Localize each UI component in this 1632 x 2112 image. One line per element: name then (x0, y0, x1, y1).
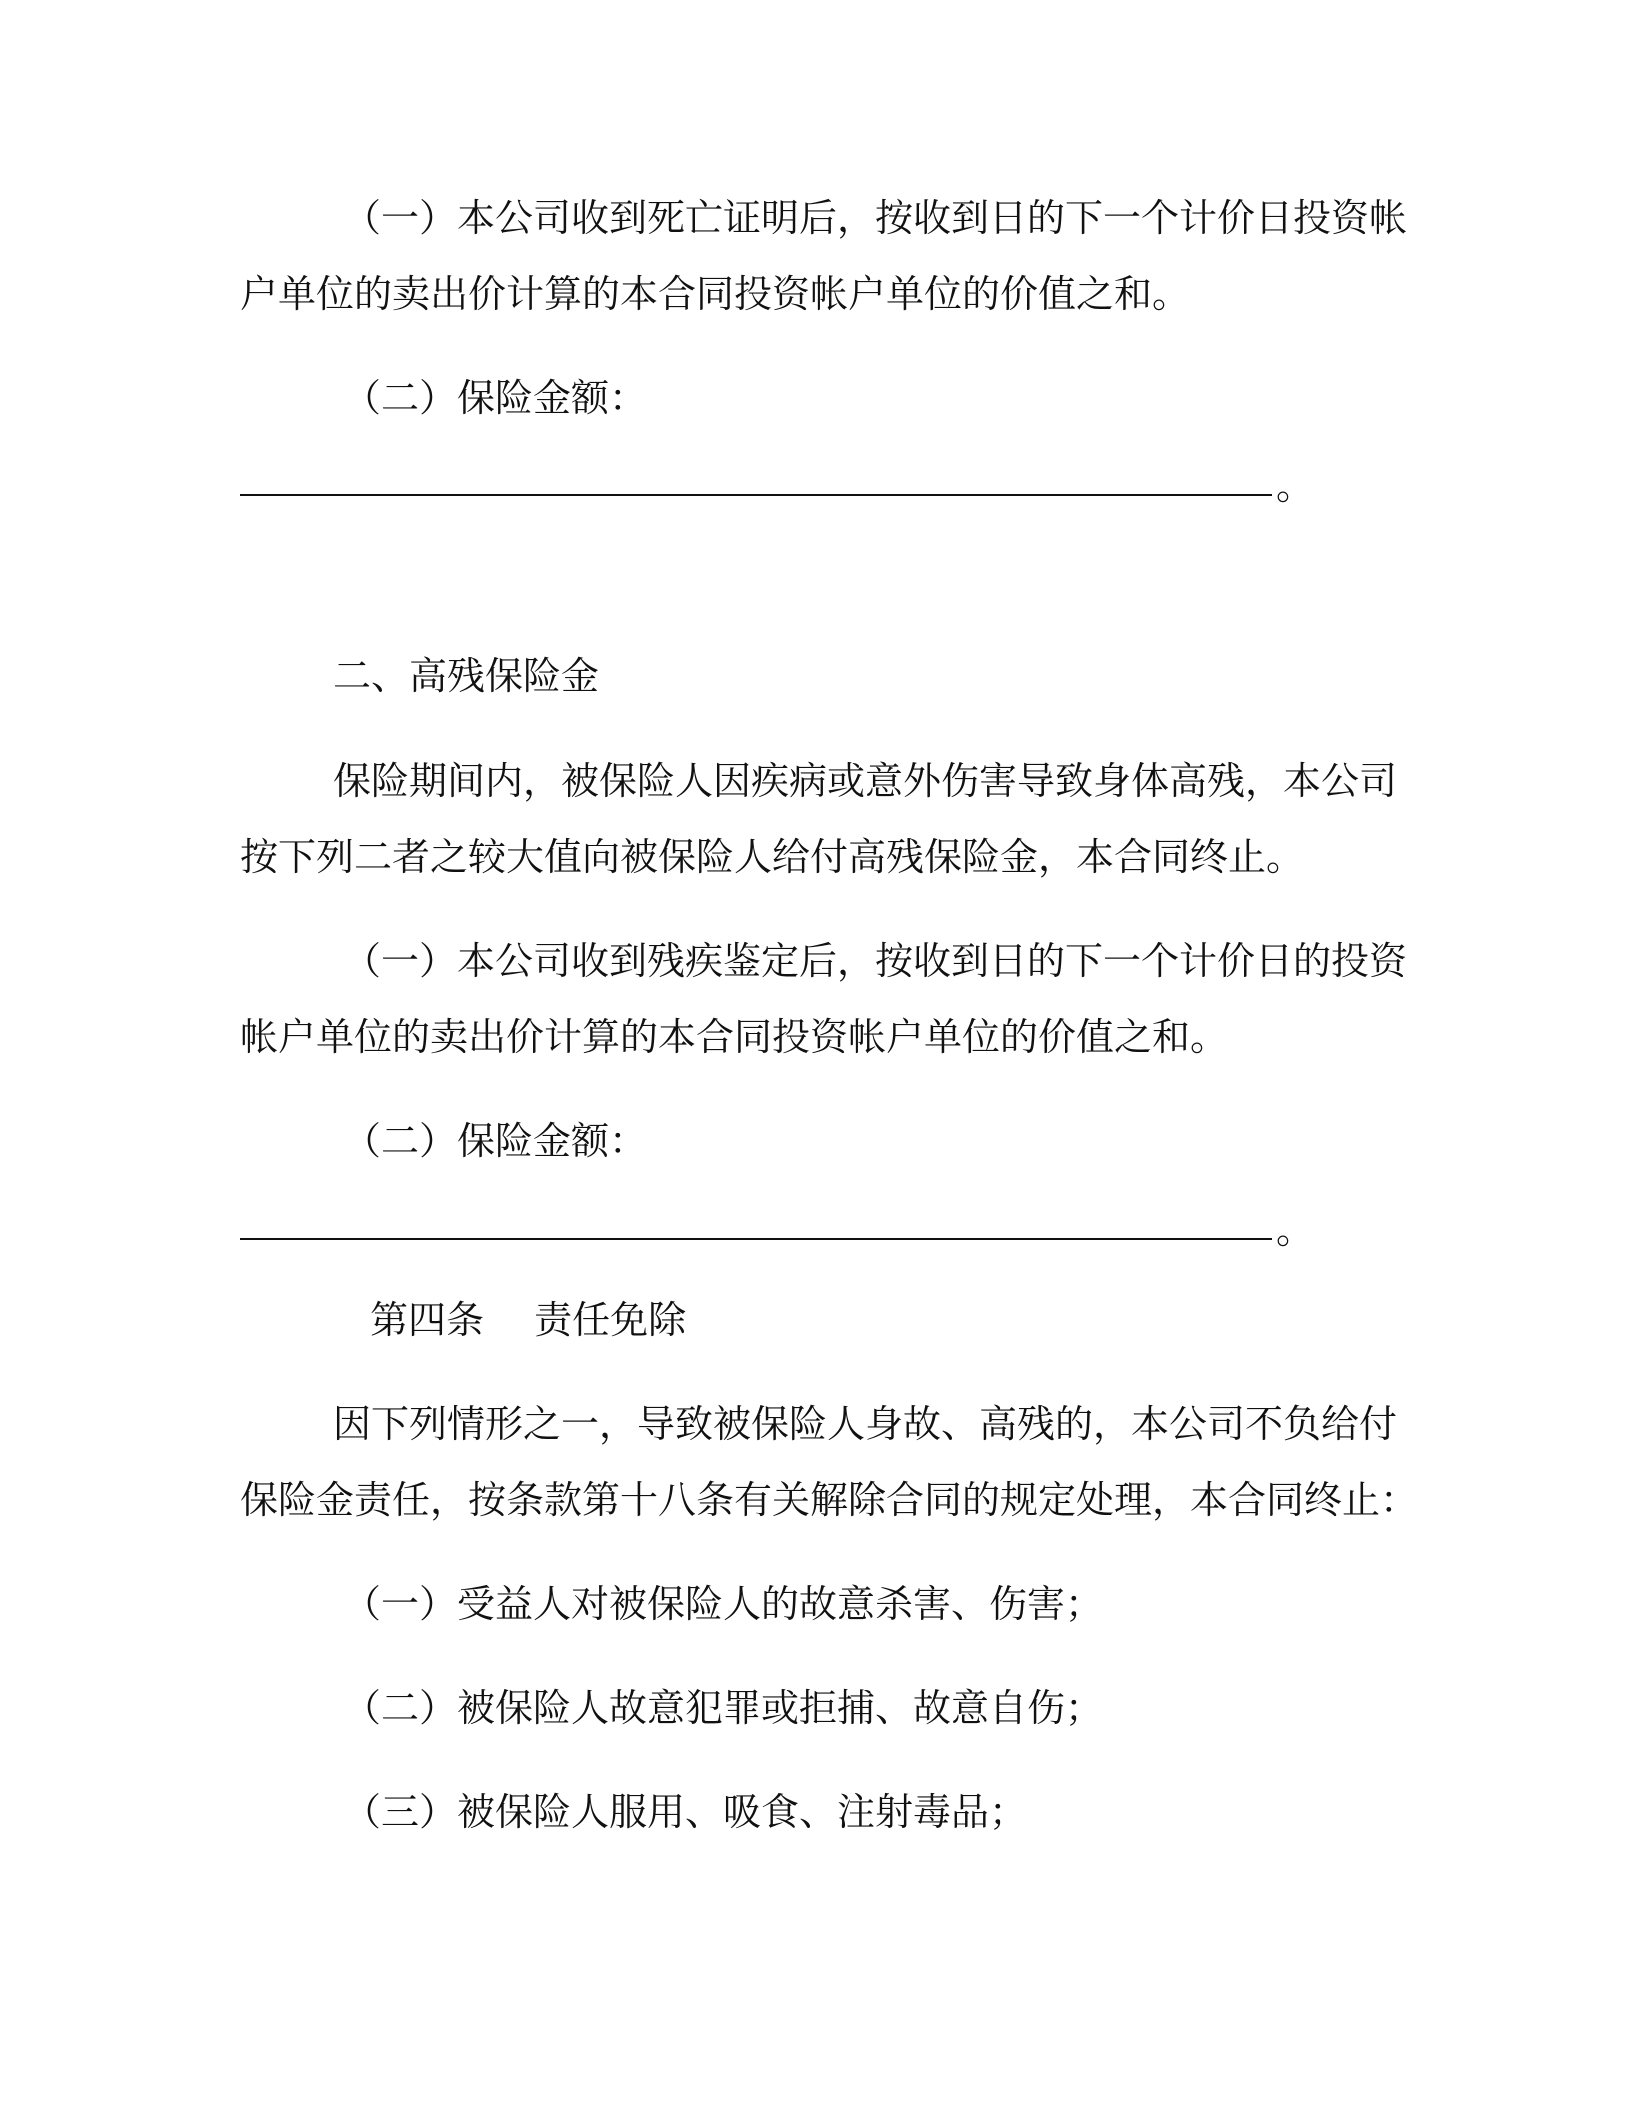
blank-fill-line (240, 1238, 1272, 1240)
section-heading: 二、高残保险金 (333, 654, 600, 698)
article-heading: 第四条 责任免除 (370, 1298, 687, 1342)
disability-item1-line1: （一）本公司收到残疾鉴定后，按收到日的下一个计价日的投资 (343, 939, 1408, 983)
disability-item1-line2: 帐户单位的卖出价计算的本合同投资帐户单位的价值之和。 (240, 1015, 1229, 1059)
article4-intro-line2: 保险金责任，按条款第十八条有关解除合同的规定处理，本合同终止： (240, 1478, 1419, 1522)
disability-item2: （二）保险金额： (343, 1119, 648, 1163)
article4-intro-line1: 因下列情形之一，导致被保险人身故、高残的，本公司不负给付 (333, 1402, 1398, 1446)
blank-end-mark: 。 (1276, 464, 1315, 508)
disability-intro-line2: 按下列二者之较大值向被保险人给付高残保险金，本合同终止。 (240, 835, 1305, 879)
blank-fill-line (240, 494, 1272, 496)
blank-end-mark: 。 (1276, 1208, 1315, 1252)
disability-intro-line1: 保险期间内，被保险人因疾病或意外伤害导致身体高残，本公司 (333, 759, 1398, 803)
death-benefit-item2: （二）保险金额： (343, 376, 648, 420)
exclusion-item: （三）被保险人服用、吸食、注射毒品； (343, 1790, 1028, 1834)
exclusion-item: （一）受益人对被保险人的故意杀害、伤害； (343, 1582, 1104, 1626)
death-benefit-item1-line2: 户单位的卖出价计算的本合同投资帐户单位的价值之和。 (240, 272, 1191, 316)
death-benefit-item1-line1: （一）本公司收到死亡证明后，按收到日的下一个计价日投资帐 (343, 196, 1408, 240)
exclusion-item: （二）被保险人故意犯罪或拒捕、故意自伤； (343, 1686, 1104, 1730)
